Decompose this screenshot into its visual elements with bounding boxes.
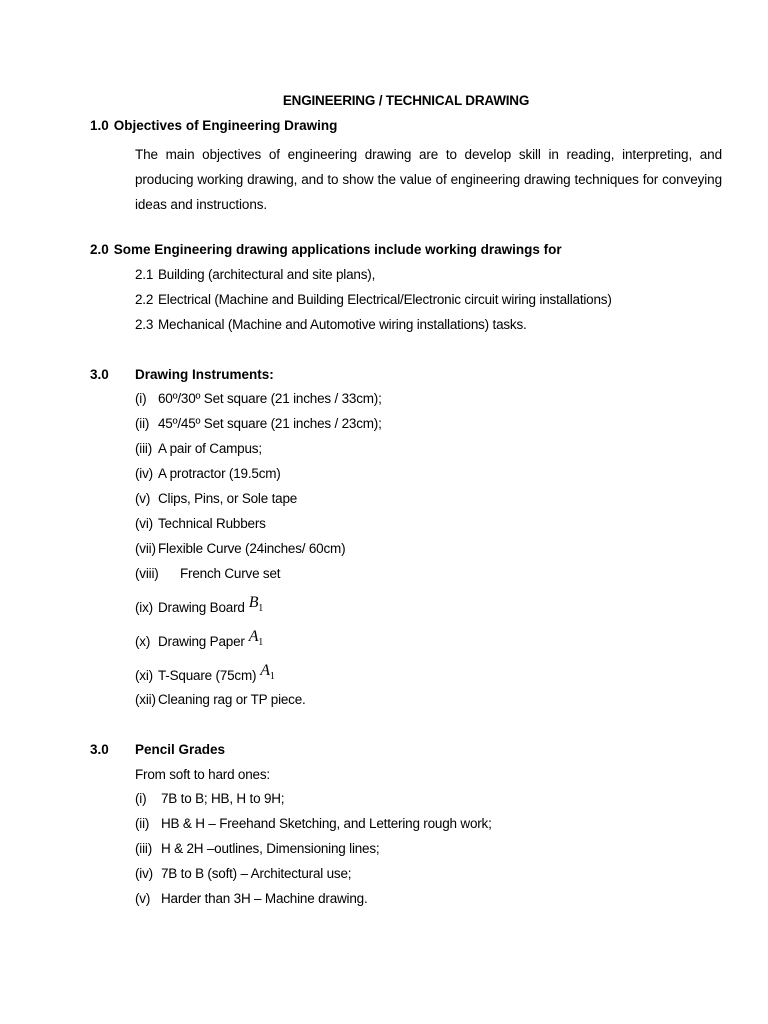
list-item-number: (xi)	[135, 668, 153, 683]
list-item	[135, 391, 382, 406]
list-item-number: (v)	[135, 891, 151, 906]
list-item	[135, 466, 281, 481]
list-item-number: (ii)	[135, 816, 150, 831]
list-item-number: (iv)	[135, 866, 153, 881]
section-4-heading	[90, 742, 225, 757]
list-item	[135, 267, 375, 282]
list-item-text: Electrical (Machine and Building Electrical/Electronic circuit wiring installations)	[158, 292, 612, 307]
section-2-number: 2.0	[90, 242, 109, 257]
list-item	[135, 416, 382, 431]
list-item-text: Building (architectural and site plans),	[158, 267, 376, 282]
list-item-number: (iv)	[135, 466, 153, 481]
list-item	[135, 516, 266, 531]
list-item-number: (vi)	[135, 516, 153, 531]
section-4-intro: From soft to hard ones:	[135, 767, 270, 782]
section-3-number: 3.0	[90, 367, 109, 382]
list-item-number: (i)	[135, 791, 147, 806]
list-item	[135, 662, 275, 687]
list-item-number: (vii)	[135, 541, 156, 556]
list-item-text: Technical Rubbers	[158, 516, 266, 531]
list-item	[135, 816, 492, 831]
section-1-heading	[90, 118, 337, 133]
document-title: ENGINEERING / TECHNICAL DRAWING	[282, 93, 530, 108]
list-item	[135, 692, 306, 707]
list-item	[135, 317, 527, 332]
list-item-text: Mechanical (Machine and Automotive wiring installations) tasks.	[158, 317, 527, 332]
list-item-text: French Curve set	[180, 566, 281, 581]
list-item	[135, 594, 264, 619]
list-item-text: A pair of Campus;	[158, 441, 262, 456]
section-1-title: Objectives of Engineering Drawing	[113, 118, 338, 133]
list-item	[135, 891, 368, 906]
list-item-text: A protractor (19.5cm)	[158, 466, 281, 481]
board-size-symbol: $B_1$	[248, 594, 264, 615]
list-item-number: (ii)	[135, 416, 150, 431]
list-item-text: 60º/30º Set square (21 inches / 33cm);	[158, 391, 382, 406]
section-3-title: Drawing Instruments:	[135, 367, 274, 382]
list-item	[135, 566, 280, 581]
list-item	[135, 628, 264, 653]
list-item	[135, 441, 262, 456]
list-item-number: 2.2	[135, 292, 154, 307]
list-item-text: 7B to B; HB, H to 9H;	[161, 791, 285, 806]
list-item-number: (v)	[135, 491, 151, 506]
list-item-number: (i)	[135, 391, 147, 406]
list-item-number: (iii)	[135, 441, 152, 456]
list-item-number: 2.3	[135, 317, 154, 332]
list-item-number: (viii)	[135, 566, 159, 581]
list-item-text: Flexible Curve (24inches/ 60cm)	[158, 541, 346, 556]
list-item-text: 45º/45º Set square (21 inches / 23cm);	[158, 416, 382, 431]
list-item-number: (xii)	[135, 692, 156, 707]
list-item-text: H & 2H –outlines, Dimensioning lines;	[161, 841, 380, 856]
list-item-text: HB & H – Freehand Sketching, and Lettering rough work;	[161, 816, 492, 831]
list-item-text: Harder than 3H – Machine drawing.	[161, 891, 368, 906]
list-item-text: Drawing Paper	[158, 634, 245, 649]
section-4-title: Pencil Grades	[135, 742, 226, 757]
list-item	[135, 791, 284, 806]
tsquare-size-symbol: $A_1$	[260, 662, 275, 683]
list-item	[135, 292, 612, 307]
list-item-text: Drawing Board	[158, 600, 245, 615]
list-item-number: (x)	[135, 634, 151, 649]
list-item-number: (iii)	[135, 841, 152, 856]
section-4-number: 3.0	[90, 742, 109, 757]
list-item	[135, 841, 379, 856]
paper-size-symbol: $A_1$	[248, 628, 264, 649]
section-1-number: 1.0	[90, 118, 109, 133]
list-item-text: T-Square (75cm)	[158, 668, 257, 683]
section-1-paragraph: The main objectives of engineering drawing are to develop skill in reading, interpreting, and producing working drawing, and to show the value of engineering drawing techniques for conveying ideas and instructions.	[135, 147, 722, 212]
list-item	[135, 541, 345, 556]
section-2-heading	[90, 242, 562, 257]
list-item	[135, 491, 297, 506]
list-item-number: 2.1	[135, 267, 154, 282]
list-item-text: 7B to B (soft) – Architectural use;	[161, 866, 352, 881]
section-3-heading	[90, 367, 274, 382]
list-item	[135, 866, 351, 881]
list-item-text: Clips, Pins, or Sole tape	[158, 491, 298, 506]
section-2-title: Some Engineering drawing applications include working drawings for	[113, 242, 562, 257]
list-item-number: (ix)	[135, 600, 153, 615]
list-item-text: Cleaning rag or TP piece.	[158, 692, 306, 707]
